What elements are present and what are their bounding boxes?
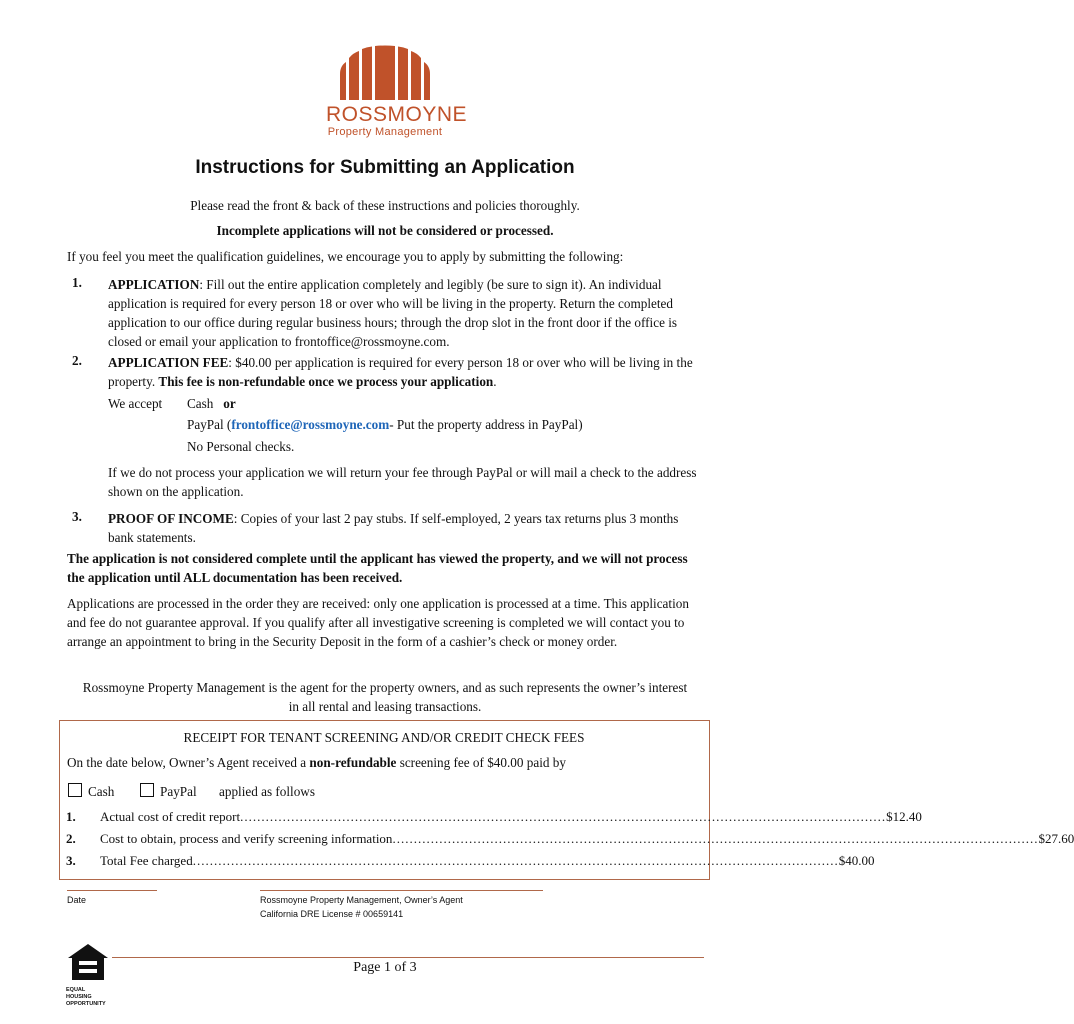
intro-qualify: If you feel you meet the qualification guidelines, we encourage you to apply by submitting the following: [67,249,624,264]
receipt-row-3-amount: $40.00 [838,853,875,868]
license-label: California DRE License # 00659141 [260,909,404,919]
brand-name: ROSSMOYNE [326,103,468,126]
receipt-line-bold: non-refundable [309,755,397,770]
date-signature-line[interactable] [67,890,157,891]
receipt-heading: RECEIPT FOR TENANT SCREENING AND/OR CREDIT CHECK FEES [183,730,585,745]
intro-incomplete: Incomplete applications will not be considered or processed. [216,223,554,238]
accept-or: or [223,396,236,411]
receipt-row-2-label: Cost to obtain, process and verify screening information [100,831,393,846]
not-complete-note: The application is not considered complete until the applicant has viewed the property, and we will not process the application until ALL documentation has been received. [67,551,688,585]
agent-note: Rossmoyne Property Management is the agent for the property owners, and as such represents the owner’s interest in all rental and leasing transactions. [82,680,688,714]
no-personal-checks: No Personal checks. [187,439,295,454]
page-title: Instructions for Submitting an Application [195,157,575,178]
accept-cash [187,394,236,413]
agent-signature-line[interactable] [260,890,543,891]
page-number: Page 1 of 3 [353,960,417,975]
item-3-body: : Copies of your last 2 pay stubs. If self-employed, 2 years tax returns plus 3 months bank statements. [108,511,679,545]
item-2-text [108,353,706,391]
paypal-checkbox-label: PayPal [160,784,197,799]
rossmoyne-logo [326,44,468,144]
cash-checkbox-label: Cash [88,784,115,799]
date-label: Date [67,895,87,905]
item-3-number: 3. [72,509,82,524]
refund-note: If we do not process your application we will return your fee through PayPal or will mail a check to the address shown on the application. [108,465,697,499]
applied-as-follows: applied as follows [219,784,315,799]
receipt-row-1-amount: $12.40 [886,809,922,824]
item-1-body: : Fill out the entire application completely and legibly (be sure to sign it). An individual application is required for every person 18 or over who will be living in the property. Return the completed application to our office during regular business hours; through the drop slot in the front door if the office is closed or email your application to frontoffice@rossmoyne.com. [108,277,678,349]
item-2-number: 2. [72,353,82,368]
intro-read: Please read the front & back of these instructions and policies thoroughly. [190,198,580,213]
dot-leader: ........................................................................................................................................................ [192,853,839,868]
paypal-checkbox-option[interactable] [140,783,197,801]
cash-checkbox-option[interactable] [68,783,114,801]
receipt-row-3 [100,853,875,869]
eho-line2: OPPORTUNITY [66,1001,106,1007]
dot-leader: ........................................................................................................................................................ [392,831,1039,846]
brand-subtitle: Property Management [327,126,443,138]
item-2-nonrefundable: This fee is non-refundable once we process your application [158,374,494,389]
processing-note: Applications are processed in the order they are received: only one application is processed at a time. This application and fee do not guarantee approval. If you qualify after all investigative screening is completed we will contact you to arrange an appointment to bring in the Security Deposit in the form of a cashier’s check or money order. [67,596,689,649]
receipt-row-1-number: 1. [66,809,76,824]
item-3-label: PROOF OF INCOME [108,511,234,526]
receipt-row-3-number: 3. [66,853,76,868]
item-2-end: . [493,374,497,389]
receipt-row-2-number: 2. [66,831,76,846]
dot-leader: ........................................................................................................................................................ [240,809,887,824]
receipt-row-3-label: Total Fee charged [100,853,193,868]
paypal-suffix: - Put the property address in PayPal) [389,417,583,432]
paypal-checkbox[interactable] [140,783,154,797]
eho-line1: EQUAL HOUSING [66,987,92,1000]
item-1-label: APPLICATION [108,277,200,292]
item-3-text [108,509,706,547]
receipt-line-prefix: On the date below, Owner’s Agent received a [67,755,310,770]
item-2-label: APPLICATION FEE [108,355,229,370]
agent-label: Rossmoyne Property Management, Owner’s Agent [260,895,463,905]
receipt-line-suffix: screening fee of $40.00 paid by [396,755,566,770]
receipt-row-1-label: Actual cost of credit report [100,809,241,824]
receipt-row-1 [100,809,922,825]
receipt-row-2 [100,831,1074,847]
receipt-box [59,720,1074,880]
paypal-prefix: PayPal ( [187,417,232,432]
item-1-number: 1. [72,275,82,290]
paypal-email-link[interactable]: frontoffice@rossmoyne.com [231,417,390,432]
receipt-line [67,754,566,772]
item-2-body: : $40.00 per application is required for every person 18 or over who will be living in the property. [108,355,693,389]
arch-logo-icon [336,44,434,102]
footer-divider [112,957,704,958]
cash-checkbox[interactable] [68,783,82,797]
receipt-row-2-amount: $27.60 [1038,831,1074,846]
we-accept-label: We accept [108,396,163,411]
item-1-text [108,275,706,351]
accept-paypal [187,415,583,434]
accept-cash-label: Cash [187,396,214,411]
